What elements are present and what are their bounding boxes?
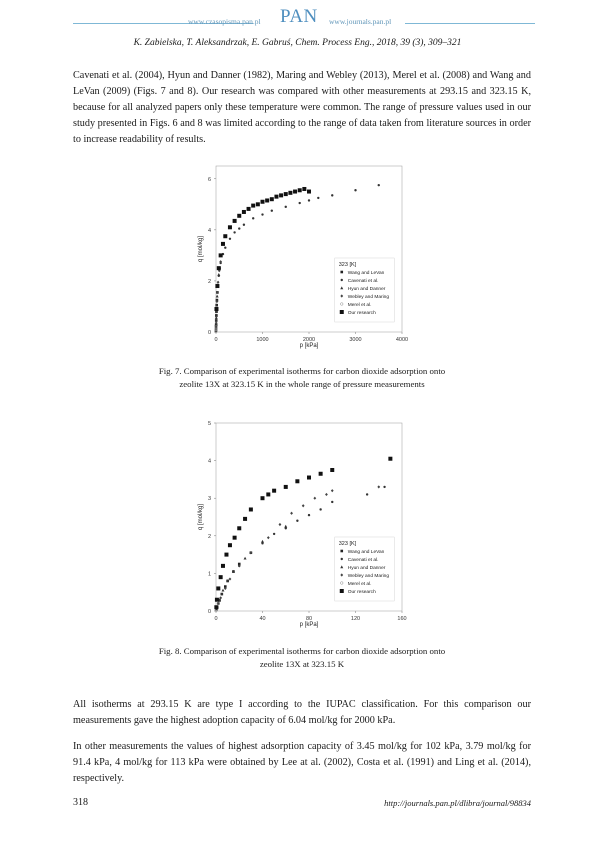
data-point: [238, 227, 240, 229]
data-point: [331, 489, 334, 492]
legend-entry: Webley and Maring: [347, 295, 390, 300]
data-point: [249, 507, 253, 511]
data-point: [215, 598, 219, 602]
y-tick-label: 1: [207, 571, 211, 578]
y-axis-label: q [mol/kg]: [198, 503, 204, 531]
data-point: [233, 536, 237, 540]
header-rule-right: [405, 23, 535, 24]
figure-8-chart: [190, 415, 420, 637]
header-right-url[interactable]: www.journals.pan.pl: [329, 17, 392, 26]
legend-title: 323 [K]: [338, 541, 357, 547]
data-point: [274, 195, 278, 199]
data-point: [377, 485, 380, 488]
data-point: [221, 593, 223, 595]
data-point: [217, 266, 221, 270]
data-point: [219, 575, 223, 579]
data-point: [216, 586, 220, 590]
legend-entry: Our research: [347, 311, 376, 316]
legend-marker: [341, 279, 343, 281]
figure-8-caption-line-2: zeolite 13X at 323.15 K: [259, 659, 345, 669]
data-point: [308, 199, 310, 201]
data-point: [261, 200, 265, 204]
data-point: [237, 526, 241, 530]
data-point: [261, 213, 263, 215]
body-paragraph-1: Cavenati et al. (2004), Hyun and Danner (1982), Maring and Webley (2013), Merel et al. (2008) and Wang and LeVan (2009) (Figs. 7 and 8). Our research was compared with other measurements at 293.15 and 323.15 K, because for all analyzed papers only these temperature were common. The range of pressure values used in our study presented in Figs. 6 and 8 was limited according to the range of data taken from literature sources in order to increase readability of results.: [73, 70, 531, 145]
legend-entry: Merel et al.: [347, 303, 372, 308]
x-tick-label: 40: [259, 616, 266, 622]
y-tick-label: 4: [207, 458, 211, 465]
data-point: [233, 219, 237, 223]
data-point: [354, 189, 356, 191]
data-point: [296, 520, 298, 522]
x-tick-label: 1000: [256, 337, 269, 343]
data-point: [229, 577, 232, 580]
footer-url[interactable]: http://journals.pan.pl/dlibra/journal/98834: [384, 798, 531, 808]
data-point: [228, 543, 232, 547]
legend-marker: [340, 310, 344, 314]
x-axis-label: p [kPa]: [299, 622, 319, 628]
data-point: [299, 202, 301, 204]
data-point: [217, 273, 220, 276]
data-point: [243, 224, 245, 226]
data-point: [331, 194, 333, 196]
data-point: [224, 247, 226, 249]
y-tick-label: 0: [207, 609, 211, 615]
pan-logo: PAN: [280, 6, 318, 27]
data-point: [243, 517, 247, 521]
data-point: [252, 217, 254, 219]
legend-entry: Cavenati et al.: [347, 279, 379, 284]
data-point: [271, 209, 273, 211]
data-point: [270, 197, 274, 201]
x-tick-label: 0: [214, 616, 218, 622]
data-point: [221, 564, 225, 568]
figure-7-caption: [73, 365, 531, 391]
data-point: [223, 234, 227, 238]
data-point: [233, 231, 235, 233]
data-point: [319, 508, 321, 510]
data-point: [261, 496, 265, 500]
y-tick-label: 2: [207, 278, 211, 285]
data-point: [266, 492, 270, 496]
legend-entry: Hyun and Danner: [347, 287, 386, 292]
data-point: [290, 512, 293, 515]
data-point: [302, 504, 305, 507]
data-point: [366, 493, 368, 495]
data-point: [279, 523, 282, 526]
data-point: [285, 206, 287, 208]
y-tick-label: 5: [207, 421, 211, 427]
data-point: [313, 497, 316, 500]
data-point: [242, 210, 246, 214]
data-point: [279, 193, 283, 197]
data-point: [307, 476, 311, 480]
data-point: [331, 501, 333, 503]
x-tick-label: 4000: [395, 337, 409, 343]
data-point: [214, 605, 218, 609]
data-point: [284, 485, 288, 489]
legend-entry: Webley and Maring: [347, 574, 390, 579]
data-point: [383, 486, 385, 488]
legend-entry: Cavenati et al.: [347, 558, 379, 563]
figure-7-caption-line-1: Fig. 7. Comparison of experimental isotherms for carbon dioxide adsorption onto: [158, 366, 446, 376]
data-point: [261, 540, 264, 543]
data-point: [221, 589, 224, 592]
legend-entry: Wang and LeVan: [347, 271, 385, 276]
data-point: [273, 533, 275, 535]
x-tick-label: 120: [350, 616, 361, 622]
y-tick-label: 0: [207, 330, 211, 336]
data-point: [265, 198, 269, 202]
data-point: [221, 242, 225, 246]
data-point: [330, 468, 334, 472]
data-point: [272, 489, 276, 493]
x-tick-label: 160: [397, 616, 407, 622]
legend-title: 323 [K]: [338, 262, 357, 268]
data-point: [228, 225, 232, 229]
data-point: [214, 307, 218, 311]
figure-7-caption-line-2: zeolite 13X at 323.15 K in the whole range of pressure measurements: [179, 379, 425, 389]
x-tick-label: 0: [214, 337, 218, 343]
data-point: [325, 493, 328, 496]
page-number: 318: [73, 797, 88, 808]
legend-entry: Hyun and Danner: [347, 566, 386, 571]
data-point: [219, 253, 223, 257]
data-point: [298, 188, 302, 192]
data-point: [215, 319, 217, 321]
figure-8-caption-line-1: Fig. 8. Comparison of experimental isotherms for carbon dioxide adsorption onto: [158, 646, 446, 656]
x-tick-label: 80: [305, 616, 313, 622]
x-tick-label: 2000: [302, 337, 316, 343]
data-point: [295, 479, 299, 483]
figure-8-caption: [73, 645, 531, 671]
y-tick-label: 2: [207, 533, 211, 540]
data-point: [378, 184, 380, 186]
legend-entry: Merel et al.: [347, 582, 372, 587]
data-point: [244, 557, 247, 560]
legend-entry: Wang and LeVan: [347, 550, 385, 555]
data-point: [215, 284, 219, 288]
legend-marker: [341, 558, 343, 560]
legend-marker: [340, 550, 343, 553]
y-tick-label: 6: [207, 176, 211, 183]
data-point: [251, 204, 255, 208]
data-point: [229, 238, 231, 240]
figure-7-chart: [190, 158, 420, 358]
data-point: [284, 192, 288, 196]
x-axis-label: p [kPa]: [299, 343, 319, 349]
data-point: [302, 187, 306, 191]
y-tick-label: 3: [207, 496, 211, 503]
data-point: [388, 457, 392, 461]
data-point: [288, 191, 292, 195]
data-point: [267, 536, 270, 539]
running-title: K. Zabielska, T. Aleksandrzak, E. Gabruś, Chem. Process Eng., 2018, 39 (3), 309–321: [133, 38, 462, 48]
y-axis-label: q [mol/kg]: [198, 235, 204, 263]
header-left-url[interactable]: www.czasopisma.pan.pl: [188, 17, 261, 26]
data-point: [217, 281, 220, 284]
data-point: [256, 202, 260, 206]
data-point: [307, 190, 311, 194]
data-point: [317, 197, 319, 199]
data-point: [284, 525, 287, 528]
y-tick-label: 4: [207, 227, 211, 234]
legend-marker: [340, 271, 343, 274]
x-tick-label: 3000: [349, 337, 362, 343]
data-point: [293, 190, 297, 194]
data-point: [237, 214, 241, 218]
data-point: [319, 472, 323, 476]
body-paragraph-2: All isotherms at 293.15 K are type I according to the IUPAC classification. For this comparison our measurements gave the highest adoption capacity of 6.04 mol/kg for 2000 kPa.: [73, 699, 531, 726]
body-paragraph-3: In other measurements the values of highest adsorption capacity of 3.45 mol/kg for 102 kPa, 3.79 mol/kg for 91.4 kPa, 4 mol/kg for 113 kPa were obtained by Lee at al. (2002), Costa et al. (1991) and Ling et al. (2014), respectively.: [73, 741, 531, 784]
data-point: [308, 514, 310, 516]
legend-marker: [340, 589, 344, 593]
data-point: [224, 553, 228, 557]
legend-entry: Our research: [347, 590, 376, 595]
data-point: [247, 207, 251, 211]
